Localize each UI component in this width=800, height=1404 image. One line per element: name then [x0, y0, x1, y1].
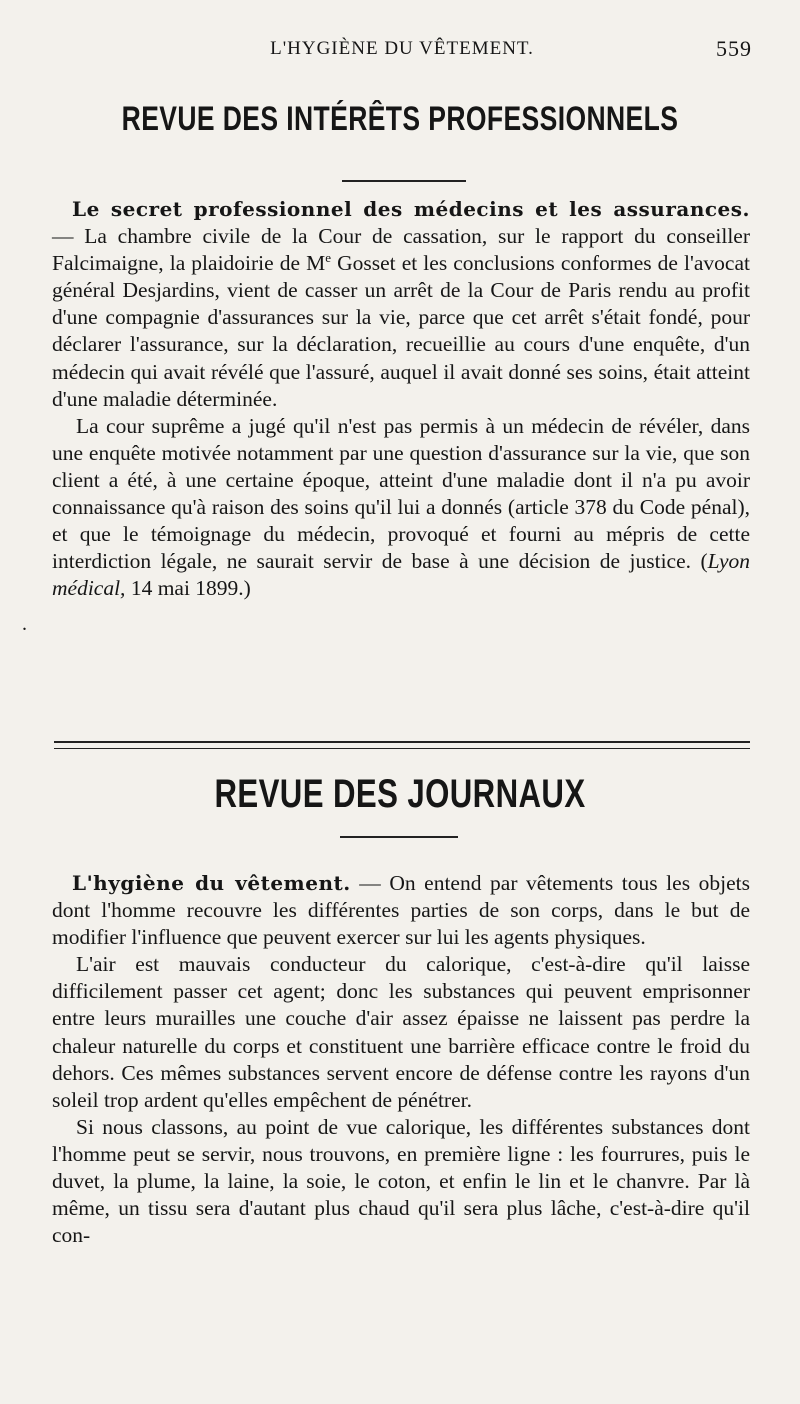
margin-mark: . — [22, 613, 27, 635]
article-clothing-hygiene — [52, 870, 750, 1249]
article-lead: L'hygiène du vêtement. — [72, 871, 351, 895]
section-title-journals: REVUE DES JOURNAUX — [214, 772, 586, 816]
article-lead: Le secret professionnel des médecins et les assurances. — [72, 197, 750, 221]
title-rule — [342, 180, 466, 182]
paragraph-text: La cour suprême a jugé qu'il n'est pas permis à un médecin de révéler, dans une enquête motivée notamment par une question d'assurance sur la vie, que son client a été, à une certaine époque, atteint d'une maladie dont il n'a pu avoir connaissance qu'à raison des soins qu'il lui a donnés (article 378 du Code pénal), et que le témoignage du médecin, provoqué et fourni au mépris de cette interdiction légale, ne saurait servir de base à une décision de justice. ( — [52, 413, 750, 574]
superscript: e — [325, 250, 332, 266]
section-title-professional-interests: REVUE DES INTÉRÊTS PROFESSIONNELS — [121, 100, 679, 138]
paragraph-text: Gosset et les conclusions conformes de l'avocat général Desjardins, vient de casser un arrêt de la Cour de Paris rendu au profit d'une compagnie d'assurances sur la vie, parce que cet arrêt s'était fondé, pour déclarer l'assurance, sur la déclaration, recueillie au cours d'une enquête, d'un médecin qui avait révélé que l'assuré, auquel il avait donné ses soins, était atteint d'une maladie déterminée. — [52, 251, 750, 411]
paragraph — [52, 196, 750, 413]
section-divider — [54, 741, 750, 749]
page-number: 559 — [716, 36, 752, 61]
paragraph-text: — La chambre civile de la Cour de cassation, sur le rapport du conseiller Falcimaigne, la plaidoirie de M — [52, 224, 750, 276]
paragraph — [52, 413, 750, 603]
source-citation: Lyon médical, — [52, 549, 750, 601]
running-head — [52, 38, 752, 68]
paragraph: L'air est mauvais conducteur du calorique, c'est-à-dire qu'il laisse difficilement passer cet agent; donc les substances qui peuvent emprisonner entre leurs murailles une couche d'air assez épaisse ne laissent pas perdre la chaleur naturelle du corps et constituent une barrière efficace contre le froid du dehors. Ces mêmes substances servent encore de défense contre les rayons d'un soleil trop ardent qu'elles empêchent de pénétrer. — [52, 952, 750, 1112]
running-title: L'HYGIÈNE DU VÊTEMENT. — [270, 38, 534, 59]
citation-date: 14 mai 1899.) — [125, 576, 251, 601]
article-professional-secret — [52, 196, 750, 602]
paragraph — [52, 870, 750, 951]
title-rule — [340, 836, 458, 838]
paragraph-text: — On entend par vêtements tous les objets dont l'homme recouvre les différentes parties de son corps, dans le but de modifier l'influence que peuvent exercer sur lui les agents physiques. — [52, 871, 750, 950]
paragraph: Si nous classons, au point de vue calorique, les différentes substances dont l'homme peut se servir, nous trouvons, en première ligne : les fourrures, puis le duvet, la plume, la laine, la soie, le coton, et enfin le lin et le chanvre. Par là même, un tissu sera d'autant plus chaud qu'il sera plus lâche, c'est-à-dire qu'il con- — [52, 1114, 750, 1248]
